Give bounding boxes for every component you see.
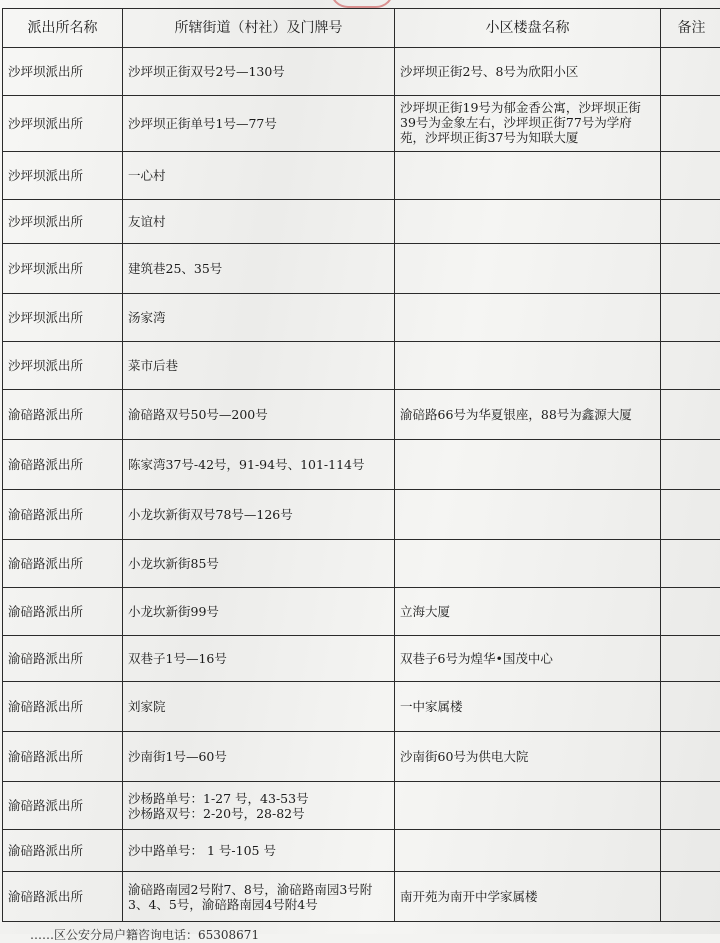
cell-note xyxy=(661,96,720,152)
cell-station: 渝碚路派出所 xyxy=(3,440,123,490)
cell-street: 沙南街1号—60号 xyxy=(123,732,395,782)
cell-complex xyxy=(395,782,661,830)
cell-street: 渝碚路双号50号—200号 xyxy=(123,390,395,440)
cell-complex xyxy=(395,440,661,490)
cell-complex xyxy=(395,540,661,588)
cell-complex: 立海大厦 xyxy=(395,588,661,636)
cell-note xyxy=(661,872,720,922)
cell-street: 沙坪坝正街单号1号—77号 xyxy=(123,96,395,152)
table-row xyxy=(3,48,720,96)
cell-street: 汤家湾 xyxy=(123,294,395,342)
table-row xyxy=(3,294,720,342)
table-row xyxy=(3,244,720,294)
table-row xyxy=(3,636,720,682)
cell-complex xyxy=(395,490,661,540)
cell-station: 渝碚路派出所 xyxy=(3,872,123,922)
cell-station: 沙坪坝派出所 xyxy=(3,294,123,342)
cell-complex: 一中家属楼 xyxy=(395,682,661,732)
cell-complex xyxy=(395,294,661,342)
cell-station: 渝碚路派出所 xyxy=(3,830,123,872)
header-note: 备注 xyxy=(661,9,720,48)
cell-note xyxy=(661,152,720,200)
cell-street: 沙坪坝正街双号2号—130号 xyxy=(123,48,395,96)
cell-station: 沙坪坝派出所 xyxy=(3,244,123,294)
cell-station: 沙坪坝派出所 xyxy=(3,96,123,152)
table-row xyxy=(3,390,720,440)
cell-note xyxy=(661,390,720,440)
table-row xyxy=(3,782,720,830)
table-row xyxy=(3,682,720,732)
table-row xyxy=(3,830,720,872)
cell-street: 友谊村 xyxy=(123,200,395,244)
cell-note xyxy=(661,294,720,342)
cell-complex xyxy=(395,342,661,390)
cell-note xyxy=(661,342,720,390)
cell-station: 渝碚路派出所 xyxy=(3,588,123,636)
cell-station: 渝碚路派出所 xyxy=(3,490,123,540)
cell-complex xyxy=(395,830,661,872)
cell-note xyxy=(661,636,720,682)
cell-note xyxy=(661,782,720,830)
cell-note xyxy=(661,540,720,588)
table-row xyxy=(3,588,720,636)
cell-street: 刘家院 xyxy=(123,682,395,732)
cell-street: 一心村 xyxy=(123,152,395,200)
table-row xyxy=(3,490,720,540)
cell-complex xyxy=(395,152,661,200)
cell-station: 沙坪坝派出所 xyxy=(3,200,123,244)
table-row xyxy=(3,152,720,200)
cell-street: 菜市后巷 xyxy=(123,342,395,390)
cell-station: 沙坪坝派出所 xyxy=(3,48,123,96)
cell-street: 沙杨路单号：1-27 号，43-53号 沙杨路双号：2-20号，28-82号 xyxy=(123,782,395,830)
cell-station: 渝碚路派出所 xyxy=(3,636,123,682)
cell-note xyxy=(661,830,720,872)
cell-note xyxy=(661,588,720,636)
cell-complex xyxy=(395,244,661,294)
cell-street: 双巷子1号—16号 xyxy=(123,636,395,682)
table-row xyxy=(3,200,720,244)
cell-station: 沙坪坝派出所 xyxy=(3,342,123,390)
cell-station: 沙坪坝派出所 xyxy=(3,152,123,200)
table-row xyxy=(3,540,720,588)
police-station-jurisdiction-table xyxy=(2,8,720,922)
cell-street: 小龙坎新街99号 xyxy=(123,588,395,636)
header-complex: 小区楼盘名称 xyxy=(395,9,661,48)
red-seal-stamp xyxy=(330,0,394,8)
footer-note: ……区公安分局户籍咨询电话：65308671 xyxy=(30,926,259,943)
cell-street: 沙中路单号： 1 号-105 号 xyxy=(123,830,395,872)
cell-complex: 渝碚路66号为华夏银座，88号为鑫源大厦 xyxy=(395,390,661,440)
cell-street: 小龙坎新街85号 xyxy=(123,540,395,588)
cell-street: 建筑巷25、35号 xyxy=(123,244,395,294)
table-row xyxy=(3,440,720,490)
cell-station: 渝碚路派出所 xyxy=(3,390,123,440)
table-row xyxy=(3,96,720,152)
header-station: 派出所名称 xyxy=(3,9,123,48)
cell-note xyxy=(661,200,720,244)
cell-note xyxy=(661,244,720,294)
cell-complex xyxy=(395,200,661,244)
cell-note xyxy=(661,682,720,732)
cell-station: 渝碚路派出所 xyxy=(3,682,123,732)
cell-station: 渝碚路派出所 xyxy=(3,540,123,588)
cell-street: 小龙坎新街双号78号—126号 xyxy=(123,490,395,540)
cell-complex: 沙坪坝正街2号、8号为欣阳小区 xyxy=(395,48,661,96)
cell-complex: 沙南街60号为供电大院 xyxy=(395,732,661,782)
cell-station: 渝碚路派出所 xyxy=(3,782,123,830)
table-header-row xyxy=(3,9,720,48)
cell-complex: 沙坪坝正街19号为郁金香公寓，沙坪坝正街39号为金象左右，沙坪坝正街77号为学府苑，沙坪坝正街37号为知联大厦 xyxy=(395,96,661,152)
cell-complex: 双巷子6号为煌华•国茂中心 xyxy=(395,636,661,682)
cell-street: 陈家湾37号-42号，91-94号、101-114号 xyxy=(123,440,395,490)
cell-street: 渝碚路南园2号附7、8号，渝碚路南园3号附3、4、5号，渝碚路南园4号附4号 xyxy=(123,872,395,922)
cell-note xyxy=(661,490,720,540)
cell-note xyxy=(661,440,720,490)
table-row xyxy=(3,732,720,782)
table-row xyxy=(3,342,720,390)
header-street: 所辖街道（村社）及门牌号 xyxy=(123,9,395,48)
cell-note xyxy=(661,48,720,96)
table-row xyxy=(3,872,720,922)
cell-station: 渝碚路派出所 xyxy=(3,732,123,782)
cell-note xyxy=(661,732,720,782)
cell-complex: 南开苑为南开中学家属楼 xyxy=(395,872,661,922)
